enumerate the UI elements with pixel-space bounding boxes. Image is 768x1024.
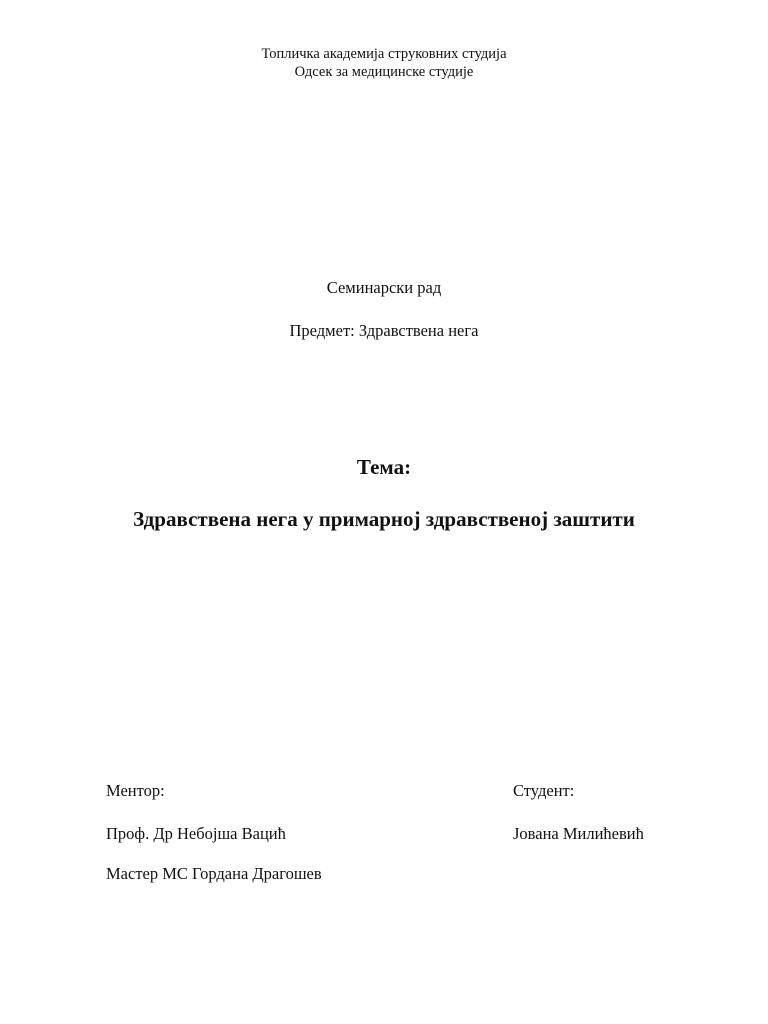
student-name: Јована Милићевић xyxy=(513,824,644,843)
topic-title: Здравствена нега у примарној здравственој заштити xyxy=(133,507,635,531)
topic-label: Тема: xyxy=(356,455,412,479)
institution-name: Топличка академија струковних студија xyxy=(261,46,507,62)
mentor-label: Ментор: xyxy=(106,781,165,800)
department-name: Одсек за медицинске студије xyxy=(294,64,474,80)
mentor-name: Проф. Др Небојша Вацић xyxy=(106,824,286,843)
document-type: Семинарски рад xyxy=(326,278,442,297)
mentor-name: Мастер МС Гордана Драгошев xyxy=(106,864,322,883)
subject-line: Предмет: Здравствена нега xyxy=(289,321,479,340)
student-label: Студент: xyxy=(513,781,575,800)
